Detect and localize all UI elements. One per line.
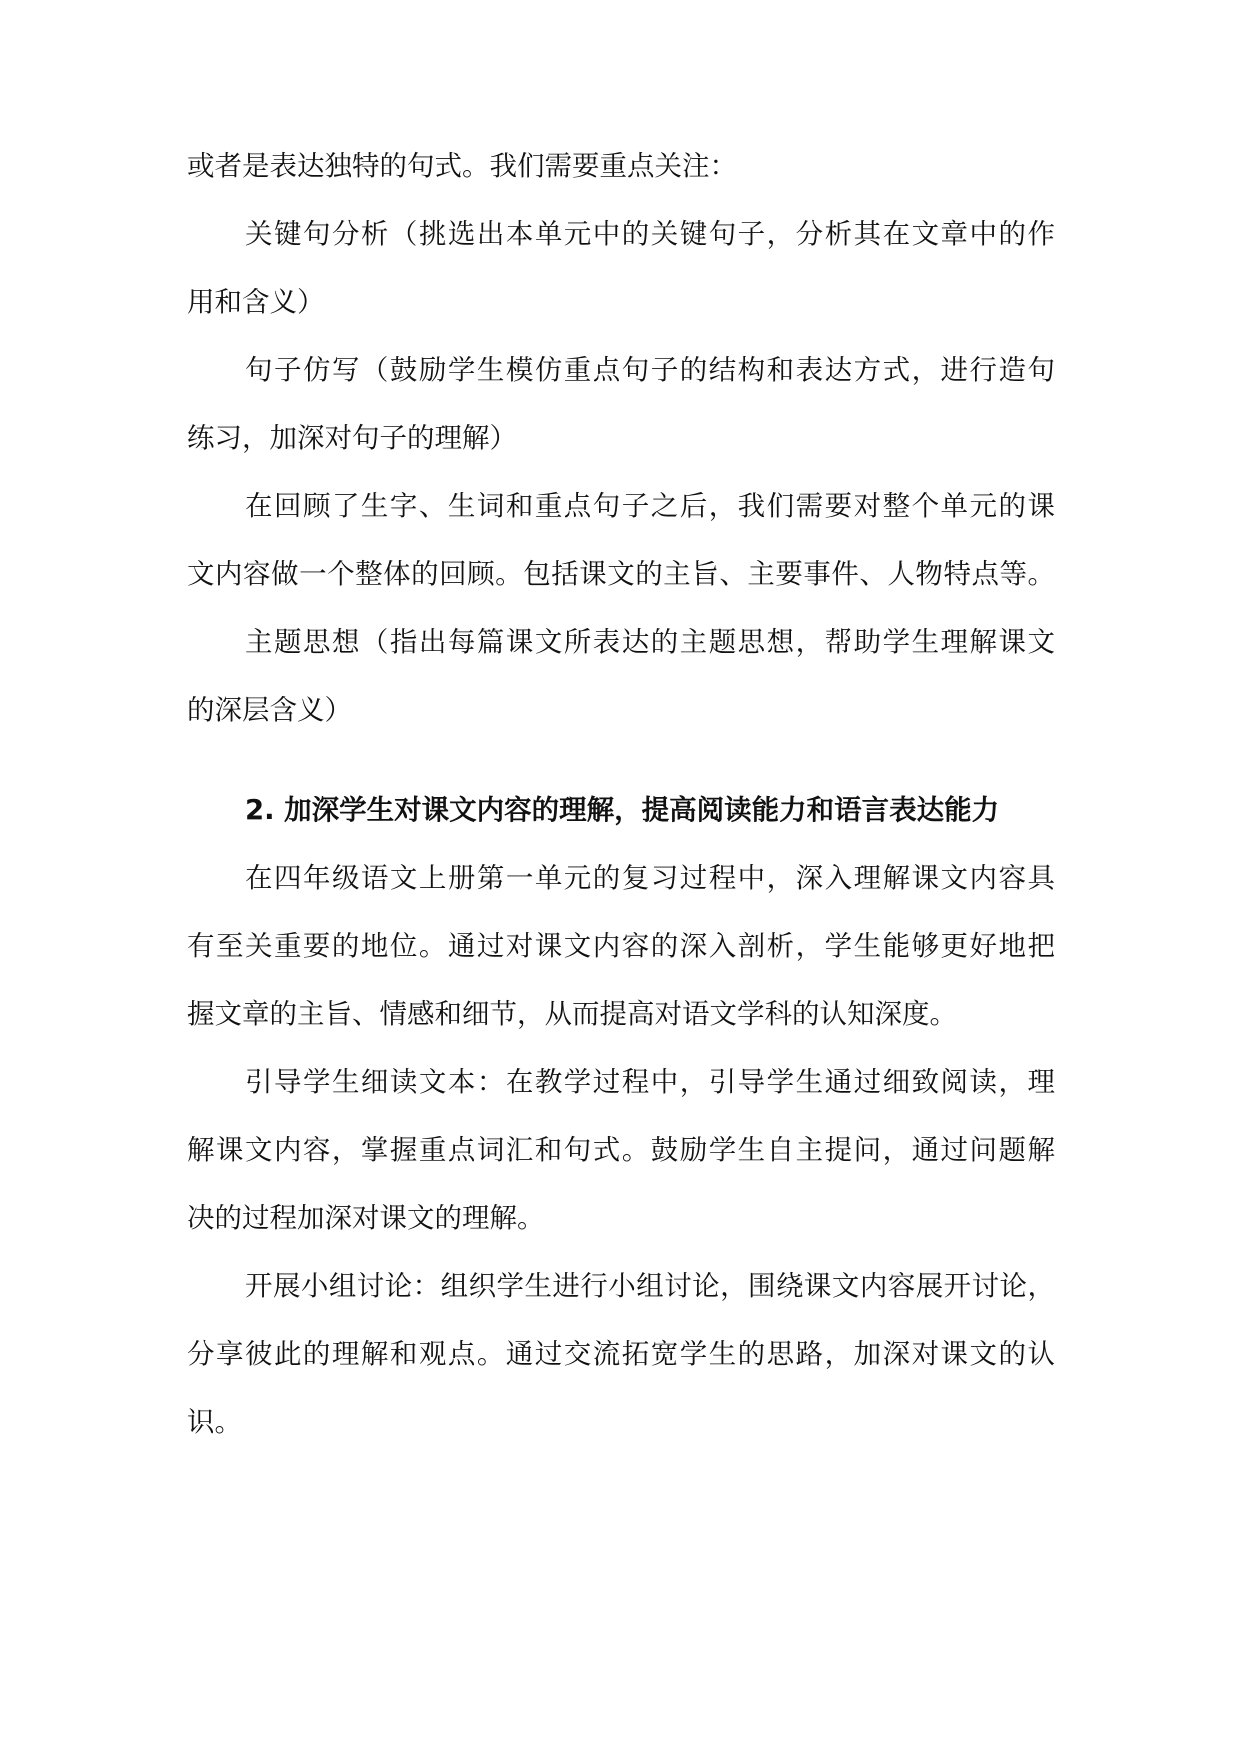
paragraph-line: 练习，加深对句子的理解） [187, 422, 517, 454]
paragraph-line: 在回顾了生字、生词和重点句子之后，我们需要对整个单元的课 [245, 490, 1055, 522]
paragraph-line: 主题思想（指出每篇课文所表达的主题思想，帮助学生理解课文 [245, 626, 1055, 658]
paragraph-line: 分享彼此的理解和观点。通过交流拓宽学生的思路，加深对课文的认 [187, 1338, 1055, 1370]
paragraph-line: 关键句分析（挑选出本单元中的关键句子，分析其在文章中的作 [245, 218, 1055, 250]
paragraph-line: 决的过程加深对课文的理解。 [187, 1202, 545, 1234]
paragraph-line: 解课文内容，掌握重点词汇和句式。鼓励学生自主提问，通过问题解 [187, 1134, 1055, 1166]
paragraph-line: 句子仿写（鼓励学生模仿重点句子的结构和表达方式，进行造句 [245, 354, 1055, 386]
paragraph-line: 握文章的主旨、情感和细节，从而提高对语文学科的认知深度。 [187, 998, 957, 1030]
paragraph-line: 引导学生细读文本：在教学过程中，引导学生通过细致阅读，理 [245, 1066, 1055, 1098]
paragraph-line: 开展小组讨论：组织学生进行小组讨论，围绕课文内容展开讨论， [245, 1270, 1055, 1302]
paragraph-line: 的深层含义） [187, 694, 352, 726]
section-heading: 2. 加深学生对课文内容的理解，提高阅读能力和语言表达能力 [245, 794, 1000, 826]
paragraph-line: 或者是表达独特的句式。我们需要重点关注： [187, 150, 737, 182]
paragraph-line: 识。 [187, 1406, 242, 1438]
paragraph-line: 有至关重要的地位。通过对课文内容的深入剖析，学生能够更好地把 [187, 930, 1055, 962]
paragraph-line: 用和含义） [187, 286, 325, 318]
paragraph-line: 在四年级语文上册第一单元的复习过程中，深入理解课文内容具 [245, 862, 1055, 894]
paragraph-line: 文内容做一个整体的回顾。包括课文的主旨、主要事件、人物特点等。 [187, 558, 1055, 590]
